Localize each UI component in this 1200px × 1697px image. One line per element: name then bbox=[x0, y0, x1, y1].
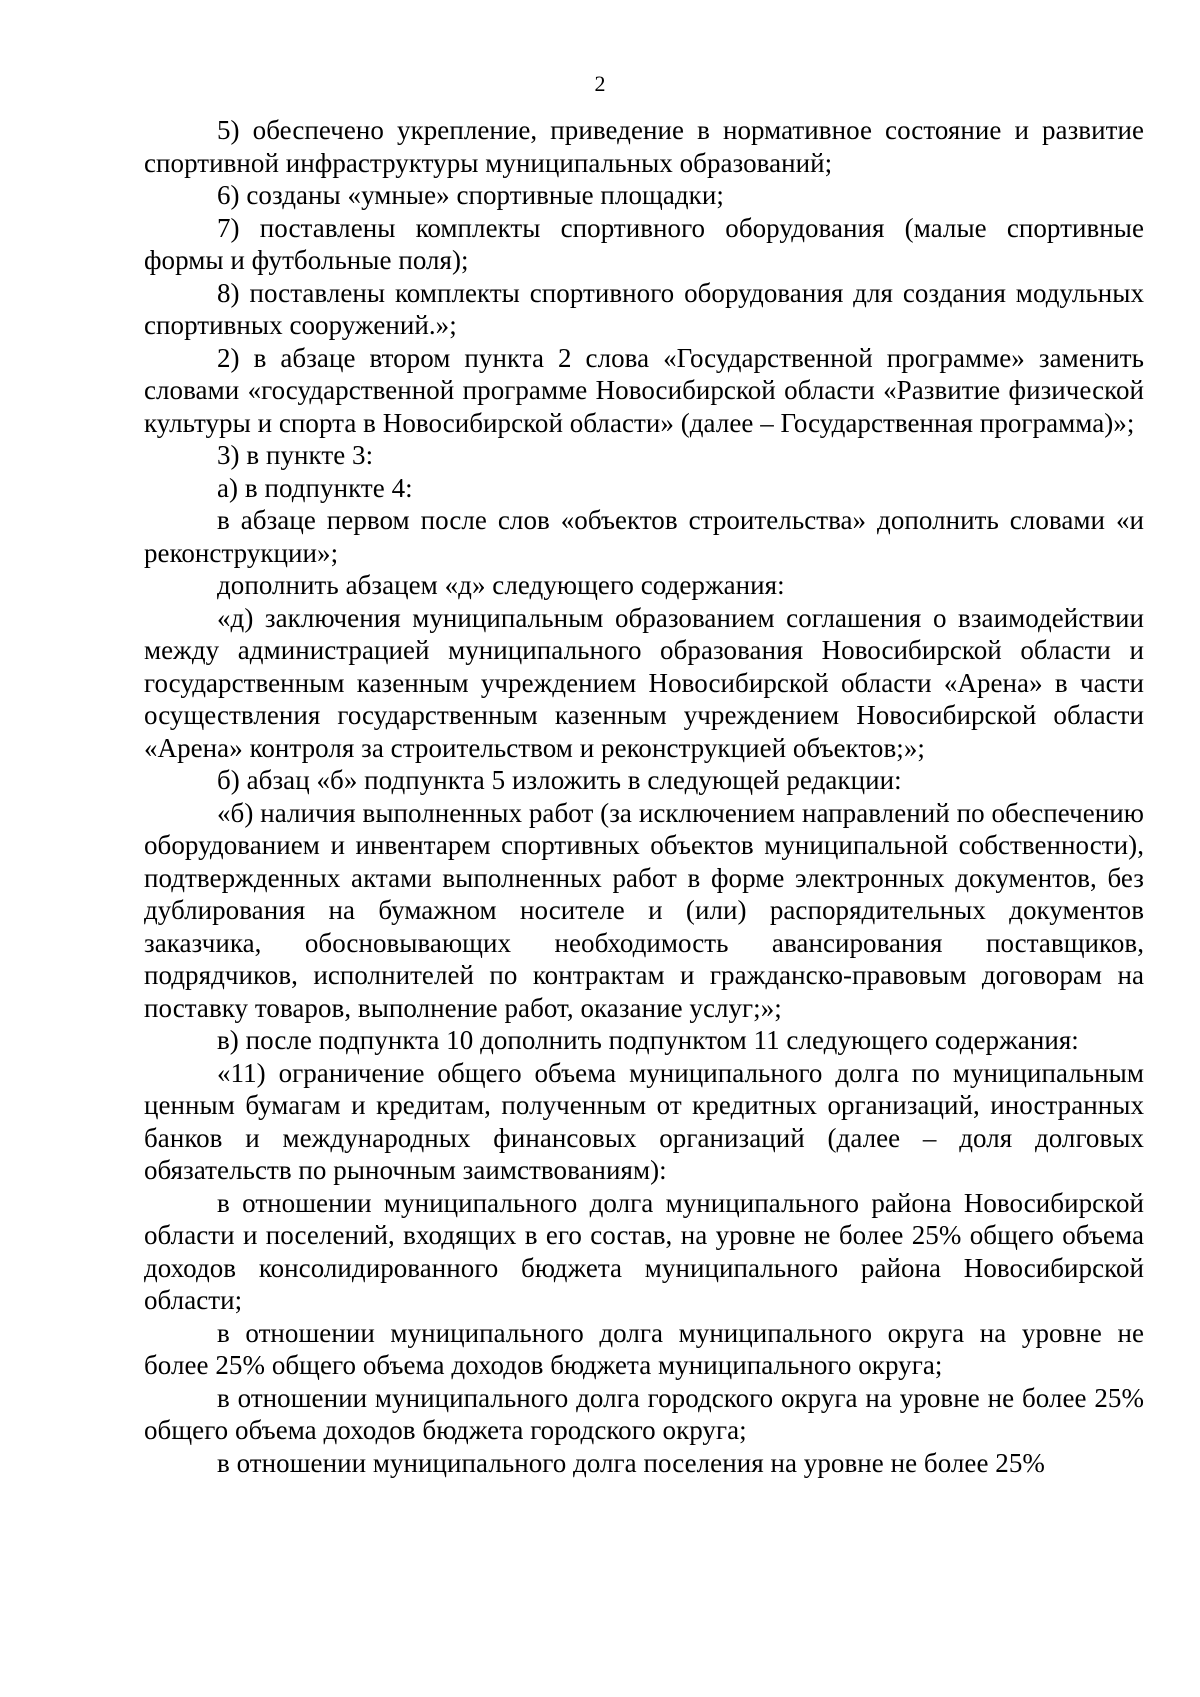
paragraph: б) абзац «б» подпункта 5 изложить в следующей редакции: bbox=[217, 765, 902, 795]
paragraph: 3) в пункте 3: bbox=[217, 440, 374, 470]
page-number: 2 bbox=[594, 71, 606, 96]
paragraph: в отношении муниципального долга поселения на уровне не более 25% bbox=[217, 1447, 1045, 1478]
paragraph: в) после подпункта 10 дополнить подпунктом 11 следующего содержания: bbox=[217, 1025, 1079, 1055]
paragraph: 8) поставлены комплекты спортивного оборудования для создания модульных спортивных сооружений.»; bbox=[144, 277, 1144, 340]
paragraph: «д) заключения муниципальным образованием соглашения о взаимодействии между администрацией муниципального образования Новосибирской области и государственным казенным учреждением Новосибирской области «Арена» в части осуществления государственным казенным учреждением Новосибирской области «Арена» контроля за строительством и реконструкцией объектов;»; bbox=[144, 602, 1144, 763]
paragraph: в абзаце первом после слов «объектов строительства» дополнить словами «и реконструкции»; bbox=[144, 505, 1144, 568]
paragraph: 6) созданы «умные» спортивные площадки; bbox=[217, 180, 724, 210]
paragraph: в отношении муниципального долга городского округа на уровне не более 25% общего объема доходов бюджета городского округа; bbox=[144, 1382, 1144, 1445]
paragraph: в отношении муниципального долга муниципального района Новосибирской области и поселений, входящих в его состав, на уровне не более 25% общего объема доходов консолидированного бюджета муниципального района Новосибирской области; bbox=[144, 1187, 1144, 1315]
paragraph: «б) наличия выполненных работ (за исключением направлений по обеспечению оборудованием и инвентарем спортивных объектов муниципальной собственности), подтвержденных актами выполненных работ в форме электронных документов, без дублирования на бумажном носителе и (или) распорядительных документов заказчика, обосновывающих необходимость авансирования поставщиков, подрядчиков, исполнителей по контрактам и гражданско-правовым договорам на поставку товаров, выполнение работ, оказание услуг;»; bbox=[144, 797, 1144, 1023]
paragraph: дополнить абзацем «д» следующего содержания: bbox=[217, 570, 785, 600]
paragraph: 7) поставлены комплекты спортивного оборудования (малые спортивные формы и футбольные поля); bbox=[144, 212, 1144, 275]
paragraph: 5) обеспечено укрепление, приведение в нормативное состояние и развитие спортивной инфраструктуры муниципальных образований; bbox=[144, 115, 1144, 178]
paragraph: 2) в абзаце втором пункта 2 слова «Государственной программе» заменить словами «государственной программе Новосибирской области «Развитие физической культуры и спорта в Новосибирской области» (далее – Государственная программа)»; bbox=[144, 342, 1144, 438]
paragraph: в отношении муниципального долга муниципального округа на уровне не более 25% общего объема доходов бюджета муниципального округа; bbox=[144, 1317, 1144, 1380]
document-body bbox=[144, 114, 1144, 1479]
paragraph: «11) ограничение общего объема муниципального долга по муниципальным ценным бумагам и кредитам, полученным от кредитных организаций, иностранных банков и международных финансовых организаций (далее – доля долговых обязательств по рыночным заимствованиям): bbox=[144, 1057, 1144, 1185]
paragraph: а) в подпункте 4: bbox=[217, 472, 413, 503]
